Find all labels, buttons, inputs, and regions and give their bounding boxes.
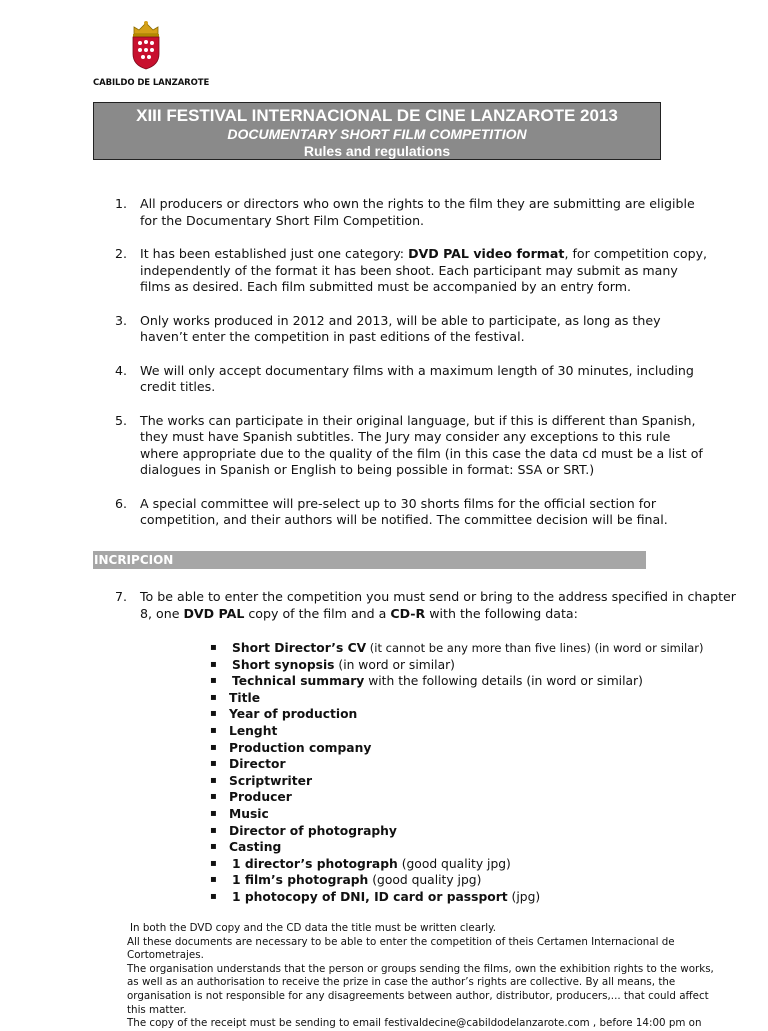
list-item: [210, 889, 730, 906]
detail-length: Lenght: [229, 723, 278, 738]
rule-text-pre: It has been established just one category:: [140, 246, 409, 261]
list-item: [210, 723, 730, 740]
rule-number: 1.: [115, 196, 128, 211]
rule-text: The works can participate in their original language, but if this is different than Spanish, they must have Spanish subtitles. The Jury may consider any exceptions to this rule where appropriate due to the quality of the film (in this case the data cd must be a list of dialogues in Spanish or English to being possible in format: SSA or SRT.): [140, 412, 703, 477]
coat-of-arms-icon: [128, 20, 164, 70]
section-heading-inscripcion: INCRIPCION: [93, 551, 646, 569]
rule-text: A special committee will pre-select up to 30 shorts films for the official section for competition, and their authors will be notified. The committee decision will be final.: [140, 495, 668, 527]
list-item: [210, 823, 730, 840]
list-item: [210, 872, 730, 889]
list-item: [210, 640, 730, 657]
rule-text: We will only accept documentary films with a maximum length of 30 minutes, including credit titles.: [140, 362, 694, 394]
document-subtitle: DOCUMENTARY SHORT FILM COMPETITION: [227, 126, 527, 142]
title-box: [93, 102, 661, 160]
rules-list: [110, 196, 710, 546]
list-item: [210, 706, 730, 723]
director-photo-detail: (good quality jpg): [397, 856, 511, 871]
list-item: [210, 839, 730, 856]
detail-scriptwriter: Scriptwriter: [229, 773, 313, 788]
required-data-list: [210, 640, 730, 906]
detail-music: Music: [229, 806, 269, 821]
detail-director-of-photography: Director of photography: [229, 823, 397, 838]
rule-item: [110, 313, 710, 346]
rule-item: [110, 196, 710, 229]
list-item: [210, 789, 730, 806]
footer-line: In both the DVD copy and the CD data the title must be written clearly.: [130, 922, 497, 934]
detail-casting: Casting: [229, 840, 282, 855]
rule-item: [110, 413, 710, 479]
film-photo-label: 1 film’s photograph: [232, 873, 369, 888]
director-photo-label: 1 director’s photograph: [232, 856, 398, 871]
footer-line: The organisation understands that the person or groups sending the films, own the exhibition rights to the works, as well as an authorisation to receive the prize in case the author’s rights are collective. By all means, the organisation is not responsible for any disagreements between author, distributor, producers,... that could affect this matter.: [127, 962, 714, 1016]
film-photo-detail: (good quality jpg): [368, 873, 482, 888]
footer-notes: [127, 922, 717, 1031]
dvd-pal-bold: DVD PAL: [183, 605, 245, 621]
rule-item: [110, 363, 710, 396]
list-item: [210, 740, 730, 757]
rule-text-post: with the following data:: [425, 605, 578, 621]
id-copy-detail: (jpg): [507, 889, 541, 904]
list-item: [210, 673, 730, 690]
rule-item: [110, 246, 710, 296]
list-item: [210, 756, 730, 773]
document-subtitle-2: Rules and regulations: [303, 143, 451, 159]
rule-text-pre: To be able to enter the competition you must send or bring to the address specified in chapter 8, one: [140, 589, 736, 621]
rule-item-7: [110, 589, 740, 622]
list-item: [210, 657, 730, 674]
cv-detail: (it cannot be any more than five lines) (in word or similar): [366, 641, 704, 655]
footer-line: All these documents are necessary to be able to enter the competition of theis Certamen Internacional de Cortometrajes.: [127, 935, 675, 962]
cv-label: Short Director’s CV: [232, 641, 367, 655]
rule-text: All producers or directors who own the rights to the film they are submitting are eligible for the Documentary Short Film Competition.: [140, 196, 695, 228]
synopsis-label: Short synopsis: [232, 657, 335, 672]
detail-producer: Producer: [229, 790, 292, 805]
list-item: [210, 773, 730, 790]
cabildo-logo: [93, 20, 210, 92]
rule-number: 7.: [115, 589, 128, 604]
list-item: [210, 856, 730, 873]
rule-item: [110, 496, 710, 529]
cdr-bold: CD-R: [390, 605, 426, 621]
detail-production-company: Production company: [229, 740, 372, 755]
document-title: XIII FESTIVAL INTERNACIONAL DE CINE LANZAROTE 2013: [136, 106, 618, 125]
detail-director: Director: [229, 757, 286, 772]
rule-text-mid: copy of the film and a: [244, 605, 391, 621]
rule-number: 5.: [115, 412, 128, 428]
synopsis-detail: (in word or similar): [334, 657, 455, 672]
list-item: [210, 690, 730, 707]
footer-line: The copy of the receipt must be sending to email festivaldecine@cabildodelanzarote.com , before 14:00 pm on: [127, 1017, 702, 1030]
logo-caption: CABILDO DE LANZAROTE: [93, 78, 210, 88]
rule-number: 6.: [115, 495, 128, 511]
id-copy-label: 1 photocopy of DNI, ID card or passport: [232, 889, 508, 904]
technical-detail: with the following details (in word or similar): [364, 674, 643, 689]
rule-text-bold: DVD PAL video format: [408, 246, 565, 261]
rule-number: 3.: [115, 312, 128, 328]
detail-year: Year of production: [229, 707, 358, 722]
technical-details-list: [210, 690, 730, 856]
rule-text: Only works produced in 2012 and 2013, will be able to participate, as long as they haven’t enter the competition in past editions of the festival.: [140, 312, 661, 344]
technical-label: Technical summary: [232, 674, 365, 689]
rule-text-post: , for competition copy, independently of the format it has been shoot. Each participant may submit as many films as desired. Each film submitted must be accompanied by an entry form.: [140, 246, 708, 294]
list-item: [210, 806, 730, 823]
detail-title: Title: [229, 690, 261, 705]
rule-number: 4.: [115, 362, 128, 378]
rule-number: 2.: [115, 246, 128, 261]
